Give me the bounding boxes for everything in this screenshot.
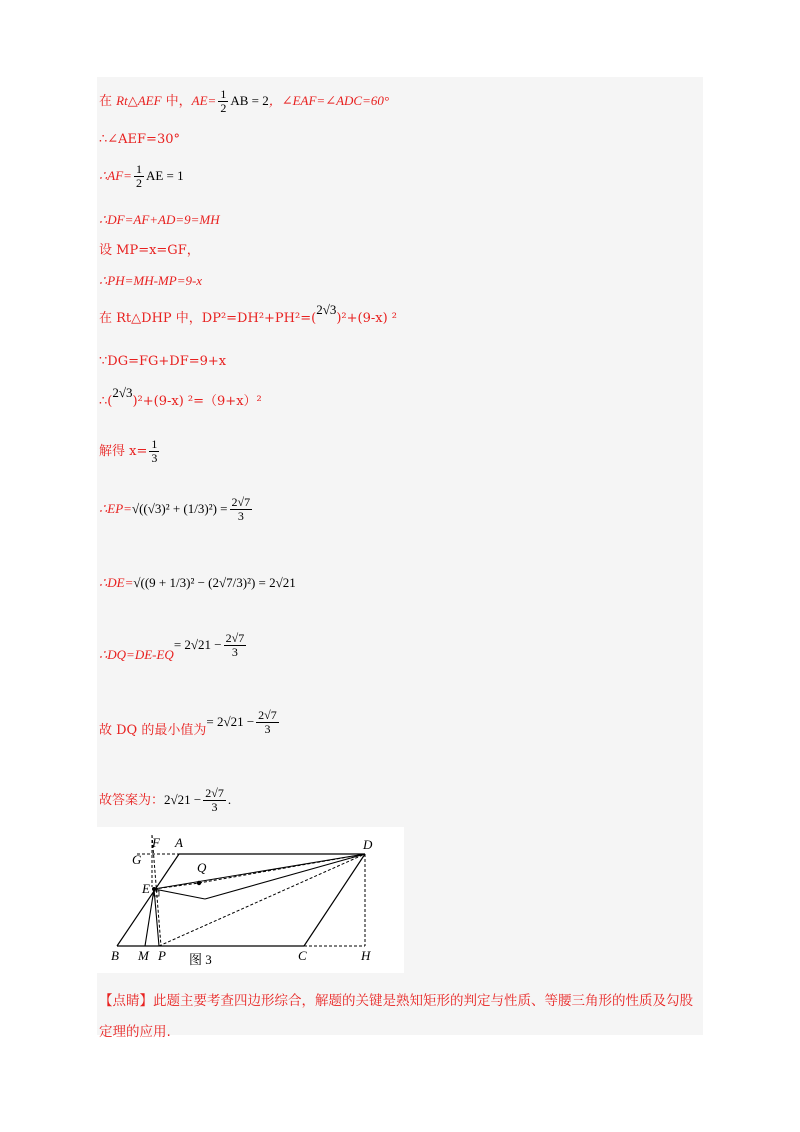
solution-line-9: ∴(2√3)²+(9-x) ²=（9+x）²	[99, 385, 262, 409]
solution-line-7: 在 Rt△DHP 中，DP²=DH²+PH²=(2√3)²+(9-x) ²	[99, 302, 397, 326]
solution-line-11: ∴EP=√((√3)² + (1/3)²) = $\frac{2√7}{3}$	[99, 495, 251, 523]
label-E: E	[142, 881, 150, 896]
fraction-answer: $\frac{2√7}{3}$	[205, 786, 224, 814]
solution-line-6: ∴PH=MH-MP=9-x	[99, 273, 203, 288]
label-G: G	[132, 852, 142, 867]
solution-line-10: 解得 x= $\frac{1}{3}$	[99, 437, 158, 465]
solution-line-3: ∴AF= $\frac{1}{2}$ AE = 1	[99, 162, 184, 190]
label-H: H	[361, 948, 371, 963]
figure-caption: 图 3	[189, 952, 212, 967]
label-D: D	[363, 837, 373, 852]
solution-line-1: 在 Rt△AEF 中，AE= $\frac{1}{2}$ AB = 2，∠EAF=∠ADC=60°	[99, 87, 390, 115]
fraction-half-2: $\frac{1}{2}$	[135, 162, 142, 190]
solution-line-4: ∴DF=AF+AD=9=MH	[99, 212, 220, 227]
label-B: B	[111, 948, 119, 963]
geometry-figure	[97, 827, 404, 973]
label-M: M	[138, 948, 149, 963]
label-C: C	[298, 948, 307, 963]
solution-line-5: 设 MP=x=GF，	[99, 243, 200, 258]
solution-line-12: ∴DE=√((9 + 1/3)² − (2√7/3)²) = 2√21	[99, 575, 296, 590]
solution-line-14: 故 DQ 的最小值为= 2√21 − $\frac{2√7}{3}$	[99, 708, 277, 738]
label-F: F	[152, 835, 160, 850]
label-Q: Q	[197, 860, 207, 875]
fraction-min: $\frac{2√7}{3}$	[258, 708, 277, 736]
fraction-dq: $\frac{2√7}{3}$	[225, 631, 245, 659]
solution-line-8: ∵DG=FG+DF=9+x	[99, 354, 227, 369]
fraction-ep: $\frac{2√7}{3}$	[231, 495, 251, 523]
fraction-one-third: $\frac{1}{3}$	[151, 437, 158, 465]
key-point-note: 【点睛】此题主要考查四边形综合，解题的关键是熟知矩形的判定与性质、等腰三角形的性质及勾股定理的应用.	[99, 993, 693, 1040]
figure-svg	[97, 827, 404, 973]
label-A: A	[175, 835, 183, 850]
solution-line-2: ∴∠AEF=30°	[99, 132, 180, 147]
fraction-half: $\frac{1}{2}$	[220, 87, 227, 115]
solution-line-13: ∴DQ=DE-EQ= 2√21 − $\frac{2√7}{3}$	[99, 631, 245, 662]
solution-line-15: 故答案为：2√21 − $\frac{2√7}{3}$ .	[99, 786, 232, 814]
label-P: P	[158, 948, 166, 963]
